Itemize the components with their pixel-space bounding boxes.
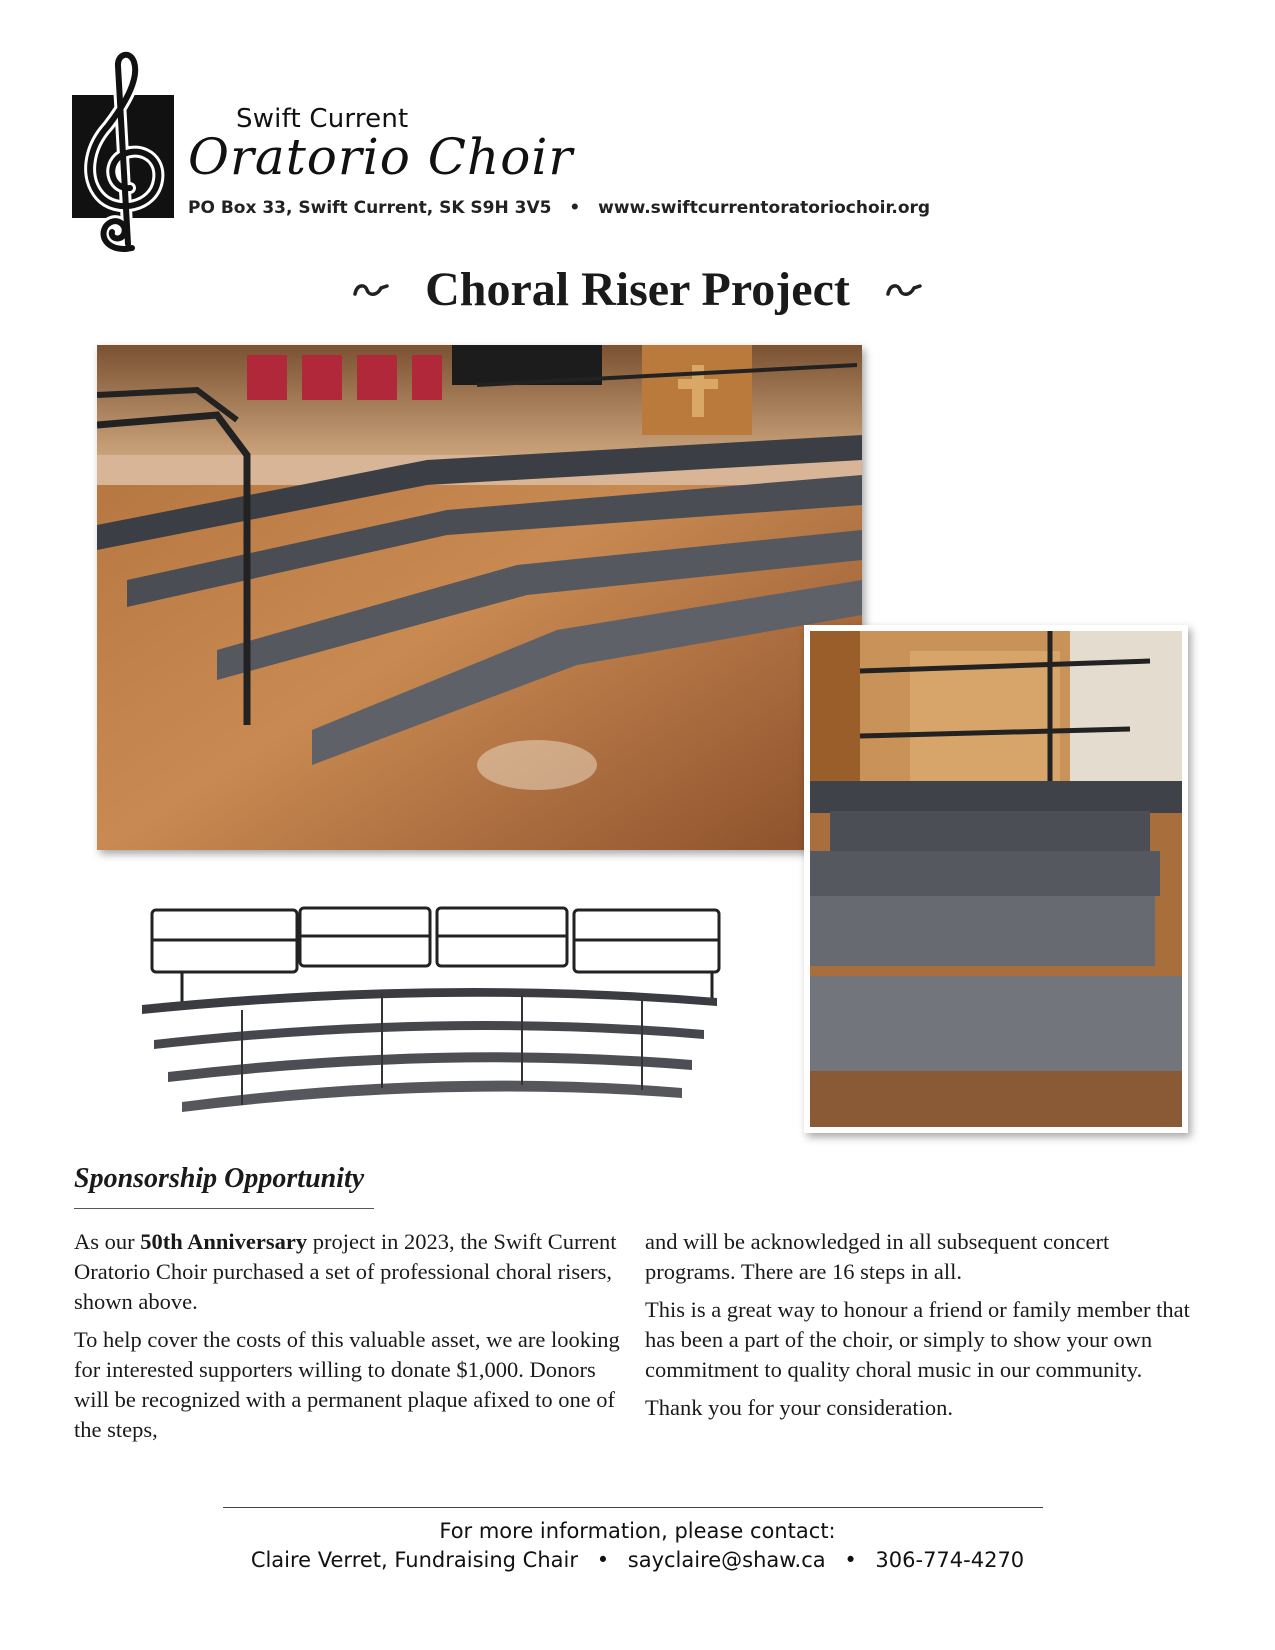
riser-photo-main xyxy=(97,345,862,850)
separator-dot: • xyxy=(596,1548,610,1572)
org-name-line2: Oratorio Choir xyxy=(188,128,574,186)
contact-name: Claire Verret, Fundraising Chair xyxy=(250,1548,578,1572)
paragraph-thanks: Thank you for your consideration. xyxy=(645,1395,954,1420)
riser-product-diagram xyxy=(142,900,752,1120)
paragraph-acknowledged: and will be acknowledged in all subsequent concert programs. There are 16 steps in all. xyxy=(645,1229,1110,1284)
p1-text-after: project in 2023, the Swift Current Oratorio Choir purchased a set of professional choral risers, shown above. xyxy=(74,1229,617,1314)
paragraph-anniversary xyxy=(74,1227,629,1317)
sponsorship-heading: Sponsorship Opportunity xyxy=(74,1163,365,1194)
p1-text-before: As our xyxy=(74,1229,141,1254)
title-row xyxy=(0,262,1275,317)
org-name-line1: Swift Current xyxy=(236,104,409,134)
page-title: Choral Riser Project xyxy=(425,263,850,316)
treble-clef-icon xyxy=(70,48,180,258)
org-address-line xyxy=(188,198,930,218)
text-column-left xyxy=(74,1227,629,1453)
separator-dot: • xyxy=(844,1548,857,1572)
footer-contact-details xyxy=(0,1548,1275,1572)
p1-bold-text: 50th Anniversary xyxy=(140,1229,308,1254)
heading-underline xyxy=(74,1208,374,1209)
footer-contact-heading: For more information, please contact: xyxy=(439,1519,836,1543)
riser-photo-side xyxy=(804,625,1188,1133)
flourish-left-icon xyxy=(351,278,391,302)
flourish-right-icon xyxy=(884,278,924,302)
contact-email-link[interactable]: sayclaire@shaw.ca xyxy=(627,1548,826,1572)
paragraph-honour: This is a great way to honour a friend or family member that has been a part of the choir, or simply to show your own commitment to quality choral music in our community. xyxy=(645,1297,1190,1382)
paragraph-donation: To help cover the costs of this valuable asset, we are looking for interested supporters willing to donate $1,000. Donors will be recognized with a permanent plaque afixed to one of the steps, xyxy=(74,1327,620,1442)
separator-dot: • xyxy=(569,198,581,218)
website-link[interactable]: www.swiftcurrentoratoriochoir.org xyxy=(598,198,931,218)
text-column-right xyxy=(645,1227,1205,1431)
footer-divider xyxy=(223,1507,1043,1508)
postal-address: PO Box 33, Swift Current, SK S9H 3V5 xyxy=(188,198,552,218)
contact-phone: 306-774-4270 xyxy=(875,1548,1025,1572)
